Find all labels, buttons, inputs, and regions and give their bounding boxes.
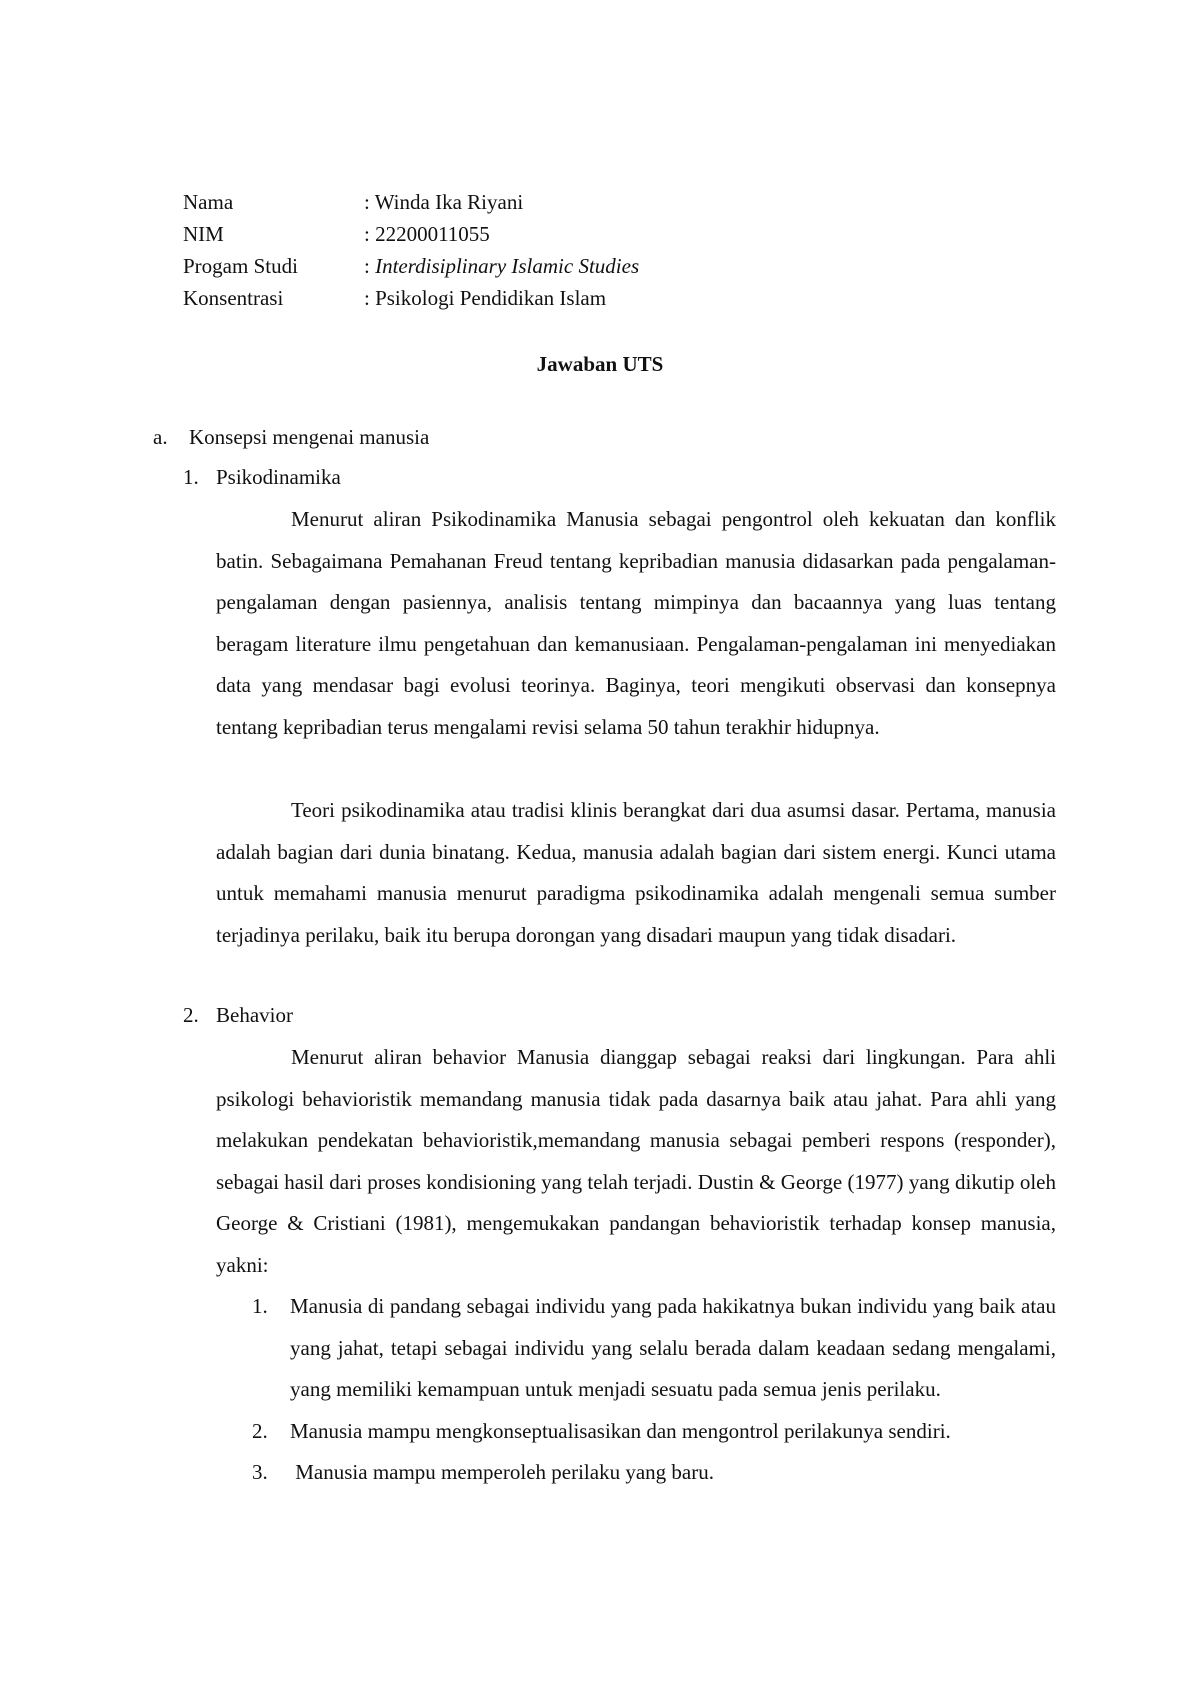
sub-list (252, 1286, 1056, 1494)
list-marker: 1. (252, 1294, 268, 1318)
info-row-program (183, 250, 639, 282)
student-info (183, 186, 639, 314)
section-text: Konsepsi mengenai manusia (189, 425, 430, 449)
info-value: Interdisiplinary Islamic Studies (375, 254, 640, 278)
item-heading-psikodinamika (183, 465, 341, 490)
list-item (252, 1286, 1056, 1411)
item-marker: 1. (183, 465, 199, 489)
list-marker: 3. (252, 1460, 268, 1484)
item-heading-behavior (183, 1003, 293, 1028)
list-item (252, 1411, 1056, 1453)
info-row-konsentrasi (183, 282, 639, 314)
item-marker: 2. (183, 1003, 199, 1027)
info-label: Konsentrasi (183, 286, 284, 310)
paragraph: Menurut aliran behavior Manusia dianggap sebagai reaksi dari lingkungan. Para ahli psikologi behavioristik memandang manusia tidak pada dasarnya baik atau jahat. Para ahli yang melakukan pendekatan behavioristik,memandang manusia sebagai pemberi respons (responder), sebagai hasil dari proses kondisioning yang telah terjadi. Dustin & George (1977) yang dikutip oleh George & Cristiani (1981), mengemukakan pandangan behavioristik terhadap konsep manusia, yakni: (216, 1045, 1056, 1277)
paragraph: Teori psikodinamika atau tradisi klinis berangkat dari dua asumsi dasar. Pertama, manusia adalah bagian dari dunia binatang. Kedua, manusia adalah bagian dari sistem energi. Kunci utama untuk memahami manusia menurut paradigma psikodinamika adalah mengenali semua sumber terjadinya perilaku, baik itu berupa dorongan yang disadari maupun yang tidak disadari. (216, 798, 1056, 947)
info-value-colon: : (364, 254, 376, 278)
section-marker: a. (153, 425, 168, 449)
info-label: Nama (183, 190, 234, 214)
list-text: Manusia di pandang sebagai individu yang pada hakikatnya bukan individu yang baik atau yang jahat, tetapi sebagai individu yang selalu berada dalam keadaan sedang mengalami, yang memiliki kemampuan untuk menjadi sesuatu pada semua jenis perilaku. (290, 1294, 1056, 1401)
section-heading (153, 425, 429, 450)
info-label: NIM (183, 222, 224, 246)
info-row-nim (183, 218, 639, 250)
paragraph: Menurut aliran Psikodinamika Manusia sebagai pengontrol oleh kekuatan dan konflik batin. Sebagaimana Pemahanan Freud tentang kepribadian manusia didasarkan pada pengalaman-pengalaman dengan pasiennya, analisis tentang mimpinya dan bacaannya yang luas tentang beragam literature ilmu pengetahuan dan kemanusiaan. Pengalaman-pengalaman ini menyediakan data yang mendasar bagi evolusi teorinya. Baginya, teori mengikuti observasi dan konsepnya tentang kepribadian terus mengalami revisi selama 50 tahun terakhir hidupnya. (216, 507, 1056, 739)
info-row-nama (183, 186, 639, 218)
info-value: : Winda Ika Riyani (364, 190, 524, 214)
list-text: Manusia mampu mengkonseptualisasikan dan mengontrol perilakunya sendiri. (290, 1418, 951, 1443)
item-heading: Behavior (216, 1003, 293, 1027)
info-value: : Psikologi Pendidikan Islam (364, 286, 607, 310)
list-item (252, 1452, 1056, 1494)
info-value: : 22200011055 (364, 222, 490, 246)
list-marker: 2. (252, 1418, 268, 1443)
info-label: Progam Studi (183, 254, 298, 278)
item-heading: Psikodinamika (216, 465, 341, 489)
document-title: Jawaban UTS (536, 352, 664, 376)
list-text: Manusia mampu memperoleh perilaku yang baru. (290, 1460, 714, 1484)
